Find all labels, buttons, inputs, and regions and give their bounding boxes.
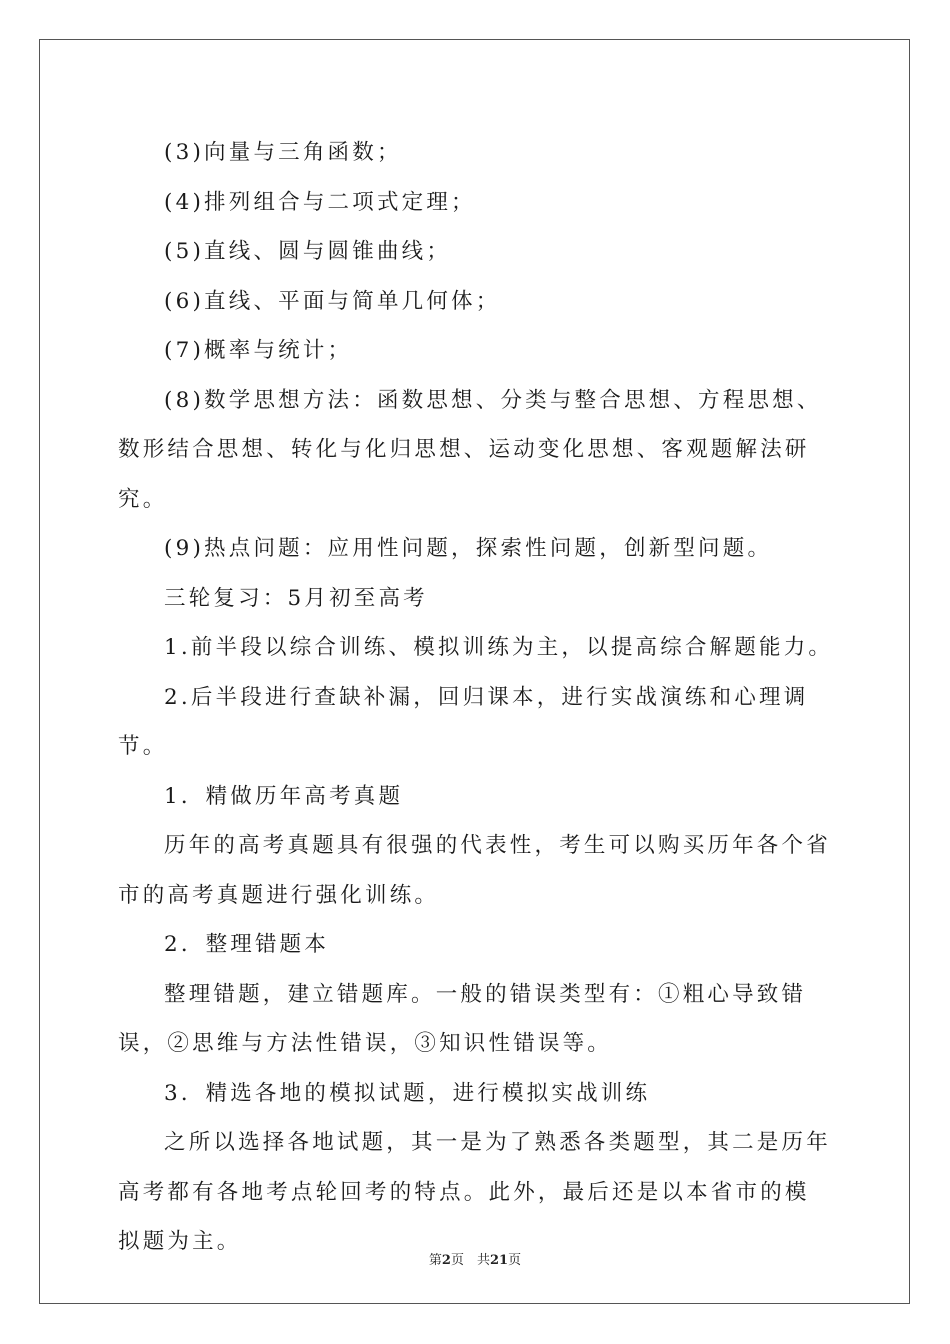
current-page-number: 2 xyxy=(441,1253,451,1268)
document-body xyxy=(118,128,834,1267)
page-footer xyxy=(0,1249,950,1268)
paragraph: 1.前半段以综合训练、模拟训练为主，以提高综合解题能力。 xyxy=(164,635,834,660)
paragraph: 2.后半段进行查缺补漏，回归课本，进行实战演练和心理调节。 xyxy=(118,684,809,759)
paragraph: 历年的高考真题具有很强的代表性，考生可以购买历年各个省市的高考真题进行强化训练。 xyxy=(118,833,831,908)
footer-suffix: 页 xyxy=(508,1253,522,1268)
paragraph: (8)数学思想方法：函数思想、分类与整合思想、方程思想、数形结合思想、转化与化归思想、运动变化思想、客观题解法研究。 xyxy=(118,387,822,512)
subheading: 1．精做历年高考真题 xyxy=(164,783,404,809)
footer-middle: 页 共 xyxy=(450,1253,490,1268)
subheading: 3．精选各地的模拟试题，进行模拟实战训练 xyxy=(164,1080,651,1106)
paragraph: (9)热点问题：应用性问题，探索性问题，创新型问题。 xyxy=(164,536,773,561)
paragraph: (5)直线、圆与圆锥曲线； xyxy=(164,239,452,264)
subheading: 2．整理错题本 xyxy=(164,932,330,957)
paragraph: (4)排列组合与二项式定理； xyxy=(164,189,476,215)
paragraph: 整理错题，建立错题库。一般的错误类型有：①粗心导致错误，②思维与方法性错误，③知识性错误等。 xyxy=(118,981,807,1056)
paragraph: 之所以选择各地试题，其一是为了熟悉各类题型，其二是历年高考都有各地考点轮回考的特点。此外，最后还是以本省市的模拟题为主。 xyxy=(118,1130,831,1254)
paragraph: (6)直线、平面与简单几何体； xyxy=(164,288,501,314)
section-heading: 三轮复习：5月初至高考 xyxy=(164,585,428,611)
footer-prefix: 第 xyxy=(428,1253,442,1268)
paragraph: (3)向量与三角函数； xyxy=(164,140,402,165)
paragraph: (7)概率与统计； xyxy=(164,338,353,363)
total-page-number: 21 xyxy=(489,1253,509,1268)
